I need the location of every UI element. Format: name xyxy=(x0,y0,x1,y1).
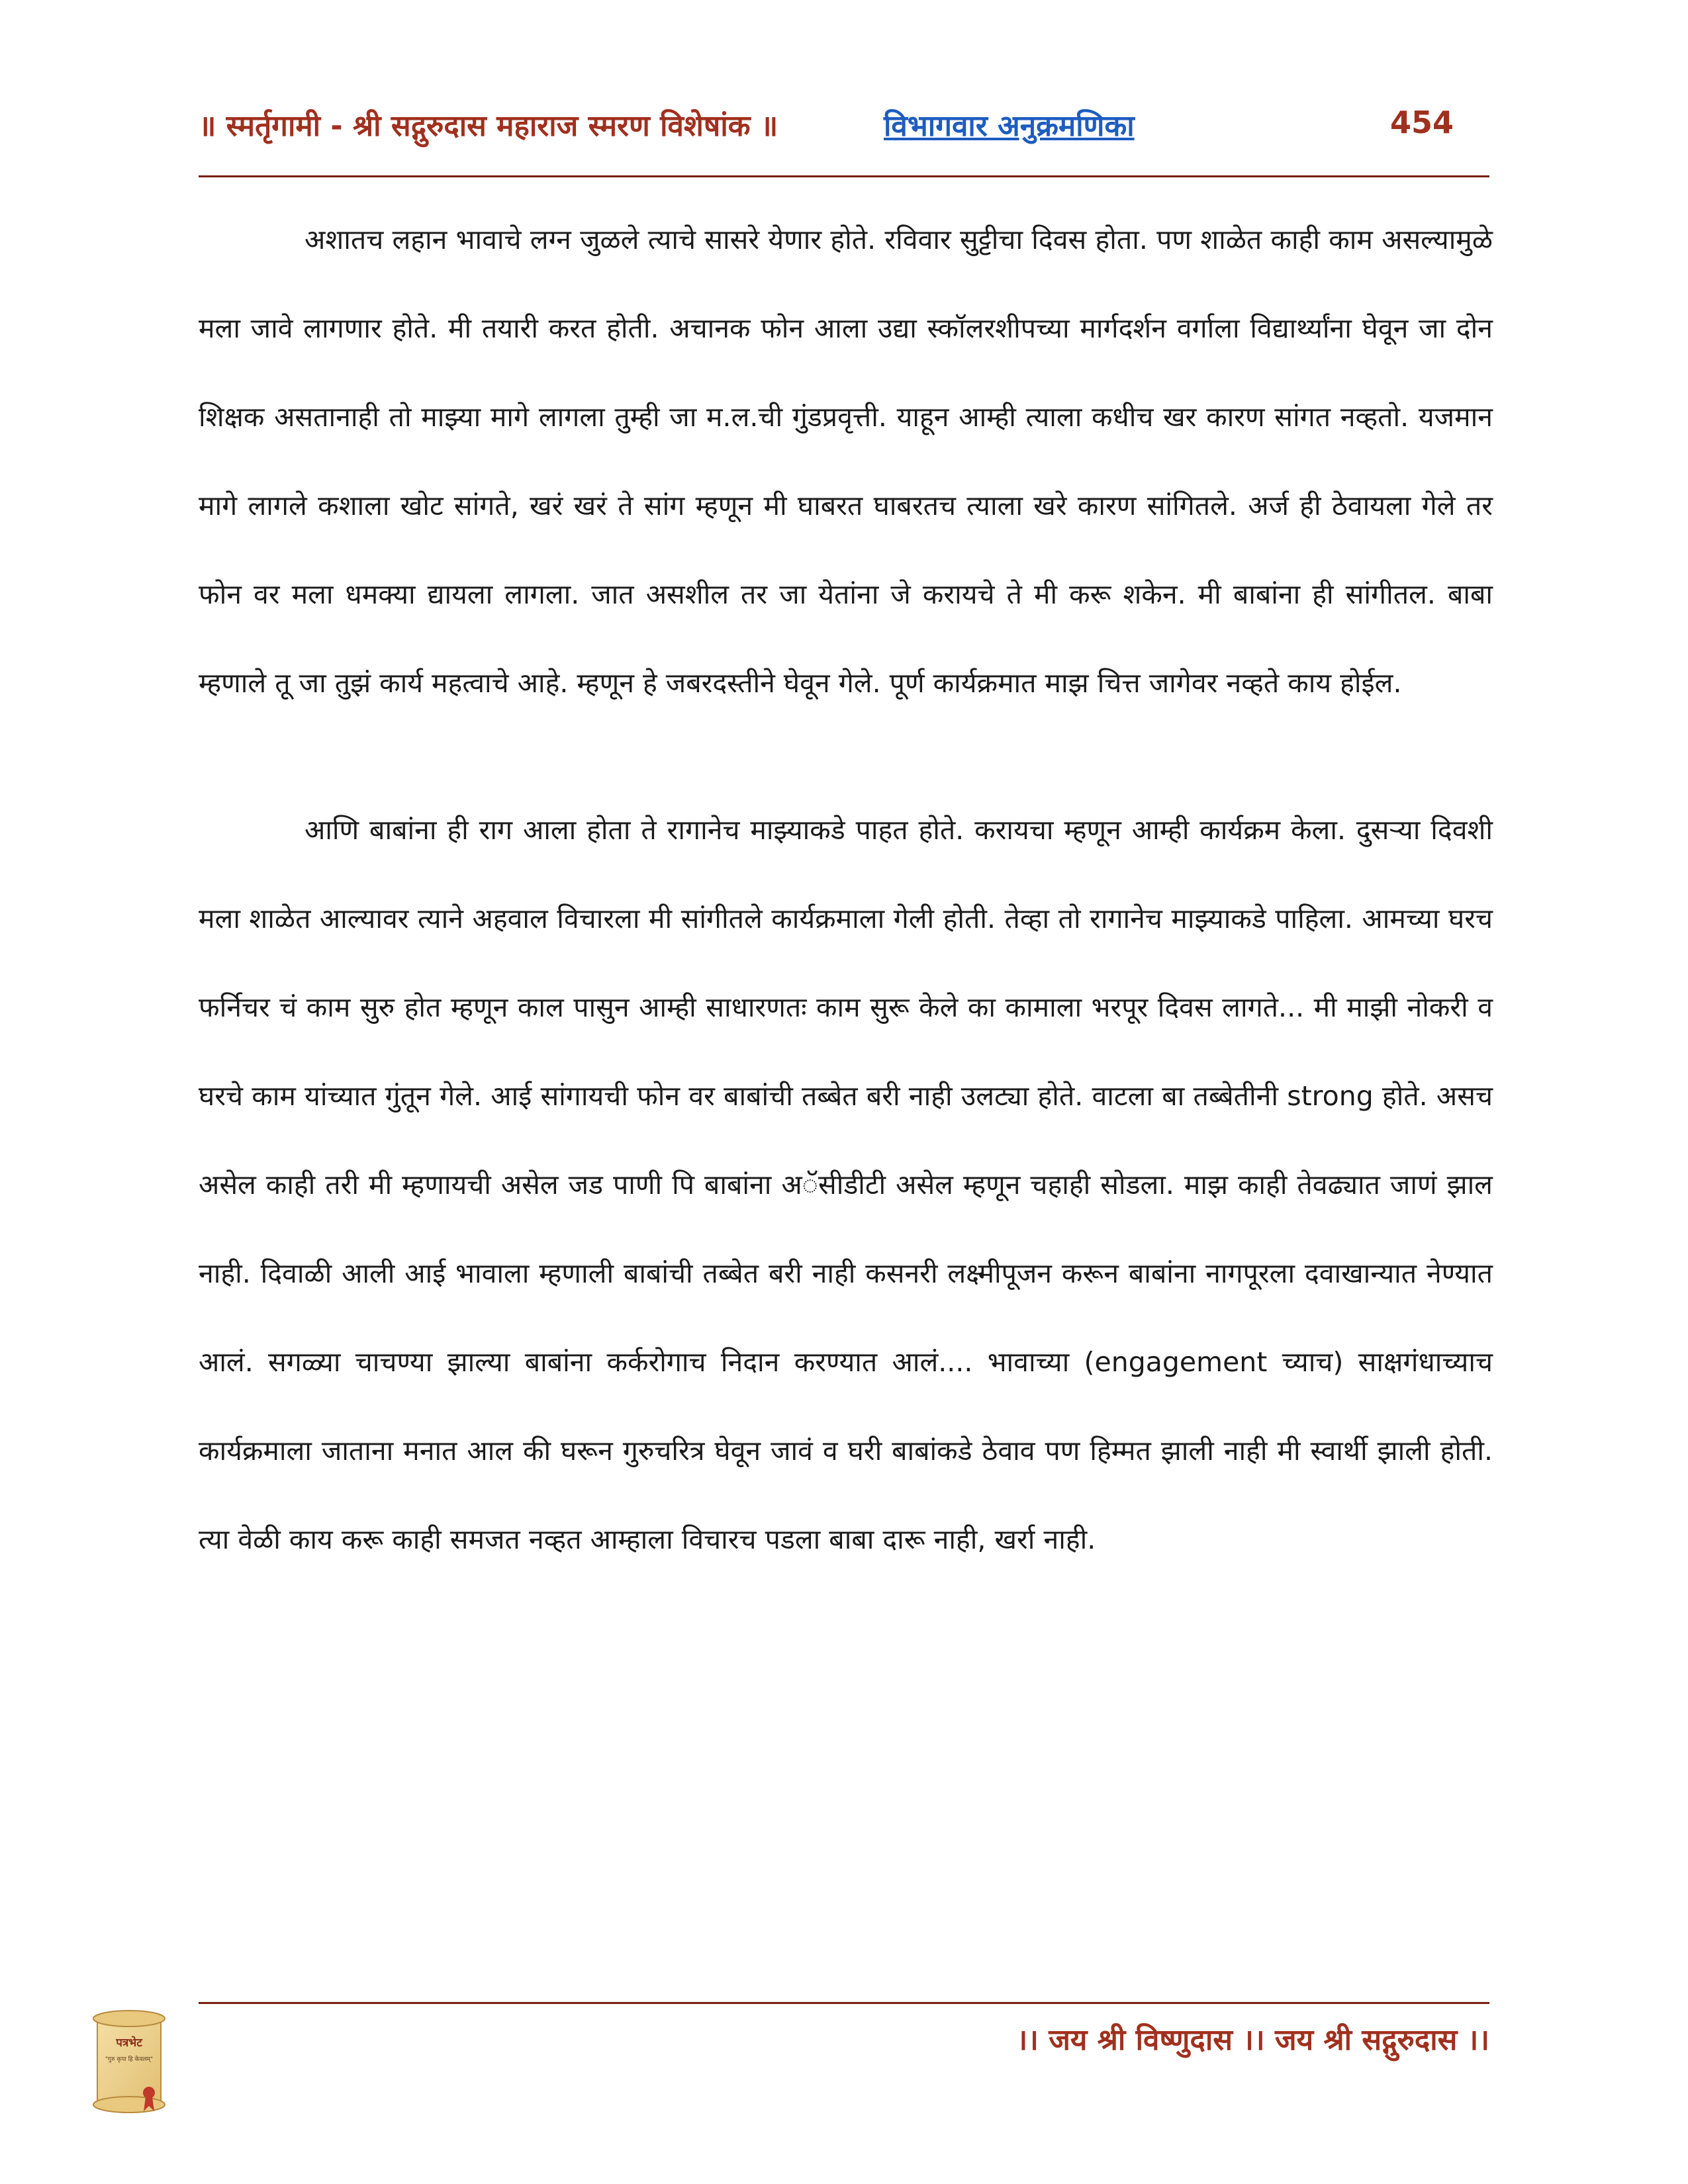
page-number: 454 xyxy=(1390,105,1454,140)
logo-text: पत्रभेट xyxy=(116,2036,142,2050)
footer-text: ।। जय श्री विष्णुदास ।। जय श्री सद्गुरुदास ।। xyxy=(1016,2023,1489,2057)
patrabhet-scroll-logo xyxy=(83,2005,175,2124)
paragraph-1: अशातच लहान भावाचे लग्न जुळले त्याचे सासरे येणार होते. रविवार सुट्टीचा दिवस होता. पण शाळेत काही काम असल्यामुळे मला जावे लागणार होते. मी तयारी करत होती. अचानक फोन आला उद्या स्कॉलरशीपच्या मार्गदर्शन वर्गाला विद्यार्थ्यांना घेवून जा दोन शिक्षक असतानाही तो माझ्या मागे लागला तुम्ही जा म.ल.ची गुंडप्रवृत्ती. याहून आम्ही त्याला कधीच खर कारण सांगत नव्हतो. यजमान मागे लागले कशाला खोट सांगते, खरं खरं ते सांग म्हणून मी घाबरत घाबरतच त्याला खरे कारण सांगितले. अर्ज ही ठेवायला गेले तर फोन वर मला धमक्या द्यायला लागला. जात असशील तर जा येतांना जे करायचे ते मी करू शकेन. मी बाबांना ही सांगीतल. बाबा म्हणाले तू जा तुझं कार्य महत्वाचे आहे. म्हणून हे जबरदस्तीने घेवून गेले. पूर्ण कार्यक्रमात माझ चित्त जागेवर नव्हते काय होईल. xyxy=(199,224,1493,699)
footer-divider xyxy=(199,2002,1489,2004)
header-divider xyxy=(199,175,1489,177)
publication-title: ॥ स्मर्तृगामी - श्री सद्गुरुदास महाराज स्मरण विशेषांक ॥ xyxy=(199,109,778,143)
page-header xyxy=(199,93,1454,152)
paragraph-2: आणि बाबांना ही राग आला होता ते रागानेच माझ्याकडे पाहत होते. करायचा म्हणून आम्ही कार्यक्रम केला. दुसऱ्या दिवशी मला शाळेत आल्यावर त्याने अहवाल विचारला मी सांगीतले कार्यक्रमाला गेली होती. तेव्हा तो रागानेच माझ्याकडे पाहिला. आमच्या घरच फर्निचर चं काम सुरु होत म्हणून काल पासुन आम्ही साधारणतः काम सुरू केले का कामाला भरपूर दिवस लागते... मी माझी नोकरी व घरचे काम यांच्यात गुंतून गेले. आई सांगायची फोन वर बाबांची तब्बेत बरी नाही उलट्या होते. वाटला बा तब्बेतीनी strong होते. असच असेल काही तरी मी म्हणायची असेल जड पाणी पि बाबांना अॅसीडीटी असेल म्हणून चहाही सोडला. माझ काही तेवढ्यात जाणं झाल नाही. दिवाळी आली आई भावाला म्हणाली बाबांची तब्बेत बरी नाही कसनरी लक्ष्मीपूजन करून बाबांना नागपूरला दवाखान्यात नेण्यात आलं. सगळ्या चाचण्या झाल्या बाबांना कर्करोगाच निदान करण्यात आलं.... भावाच्या (engagement च्याच) साक्षगंधाच्याच कार्यक्रमाला जाताना मनात आल की घरून गुरुचरित्र घेवून जावं व घरी बाबांकडे ठेवाव पण हिम्मत झाली नाही मी स्वार्थी झाली होती. त्या वेळी काय करू काही समजत नव्हत आम्हाला विचारच पडला बाबा दारू नाही, खर्रा नाही. xyxy=(199,814,1493,1555)
section-index-link[interactable]: विभागवार अनुक्रमणिका xyxy=(884,109,1135,143)
scroll-icon xyxy=(83,2005,175,2124)
article-body xyxy=(199,195,1493,1584)
logo-tagline: "गुरु कृपा हि केवलम्" xyxy=(105,2056,154,2063)
